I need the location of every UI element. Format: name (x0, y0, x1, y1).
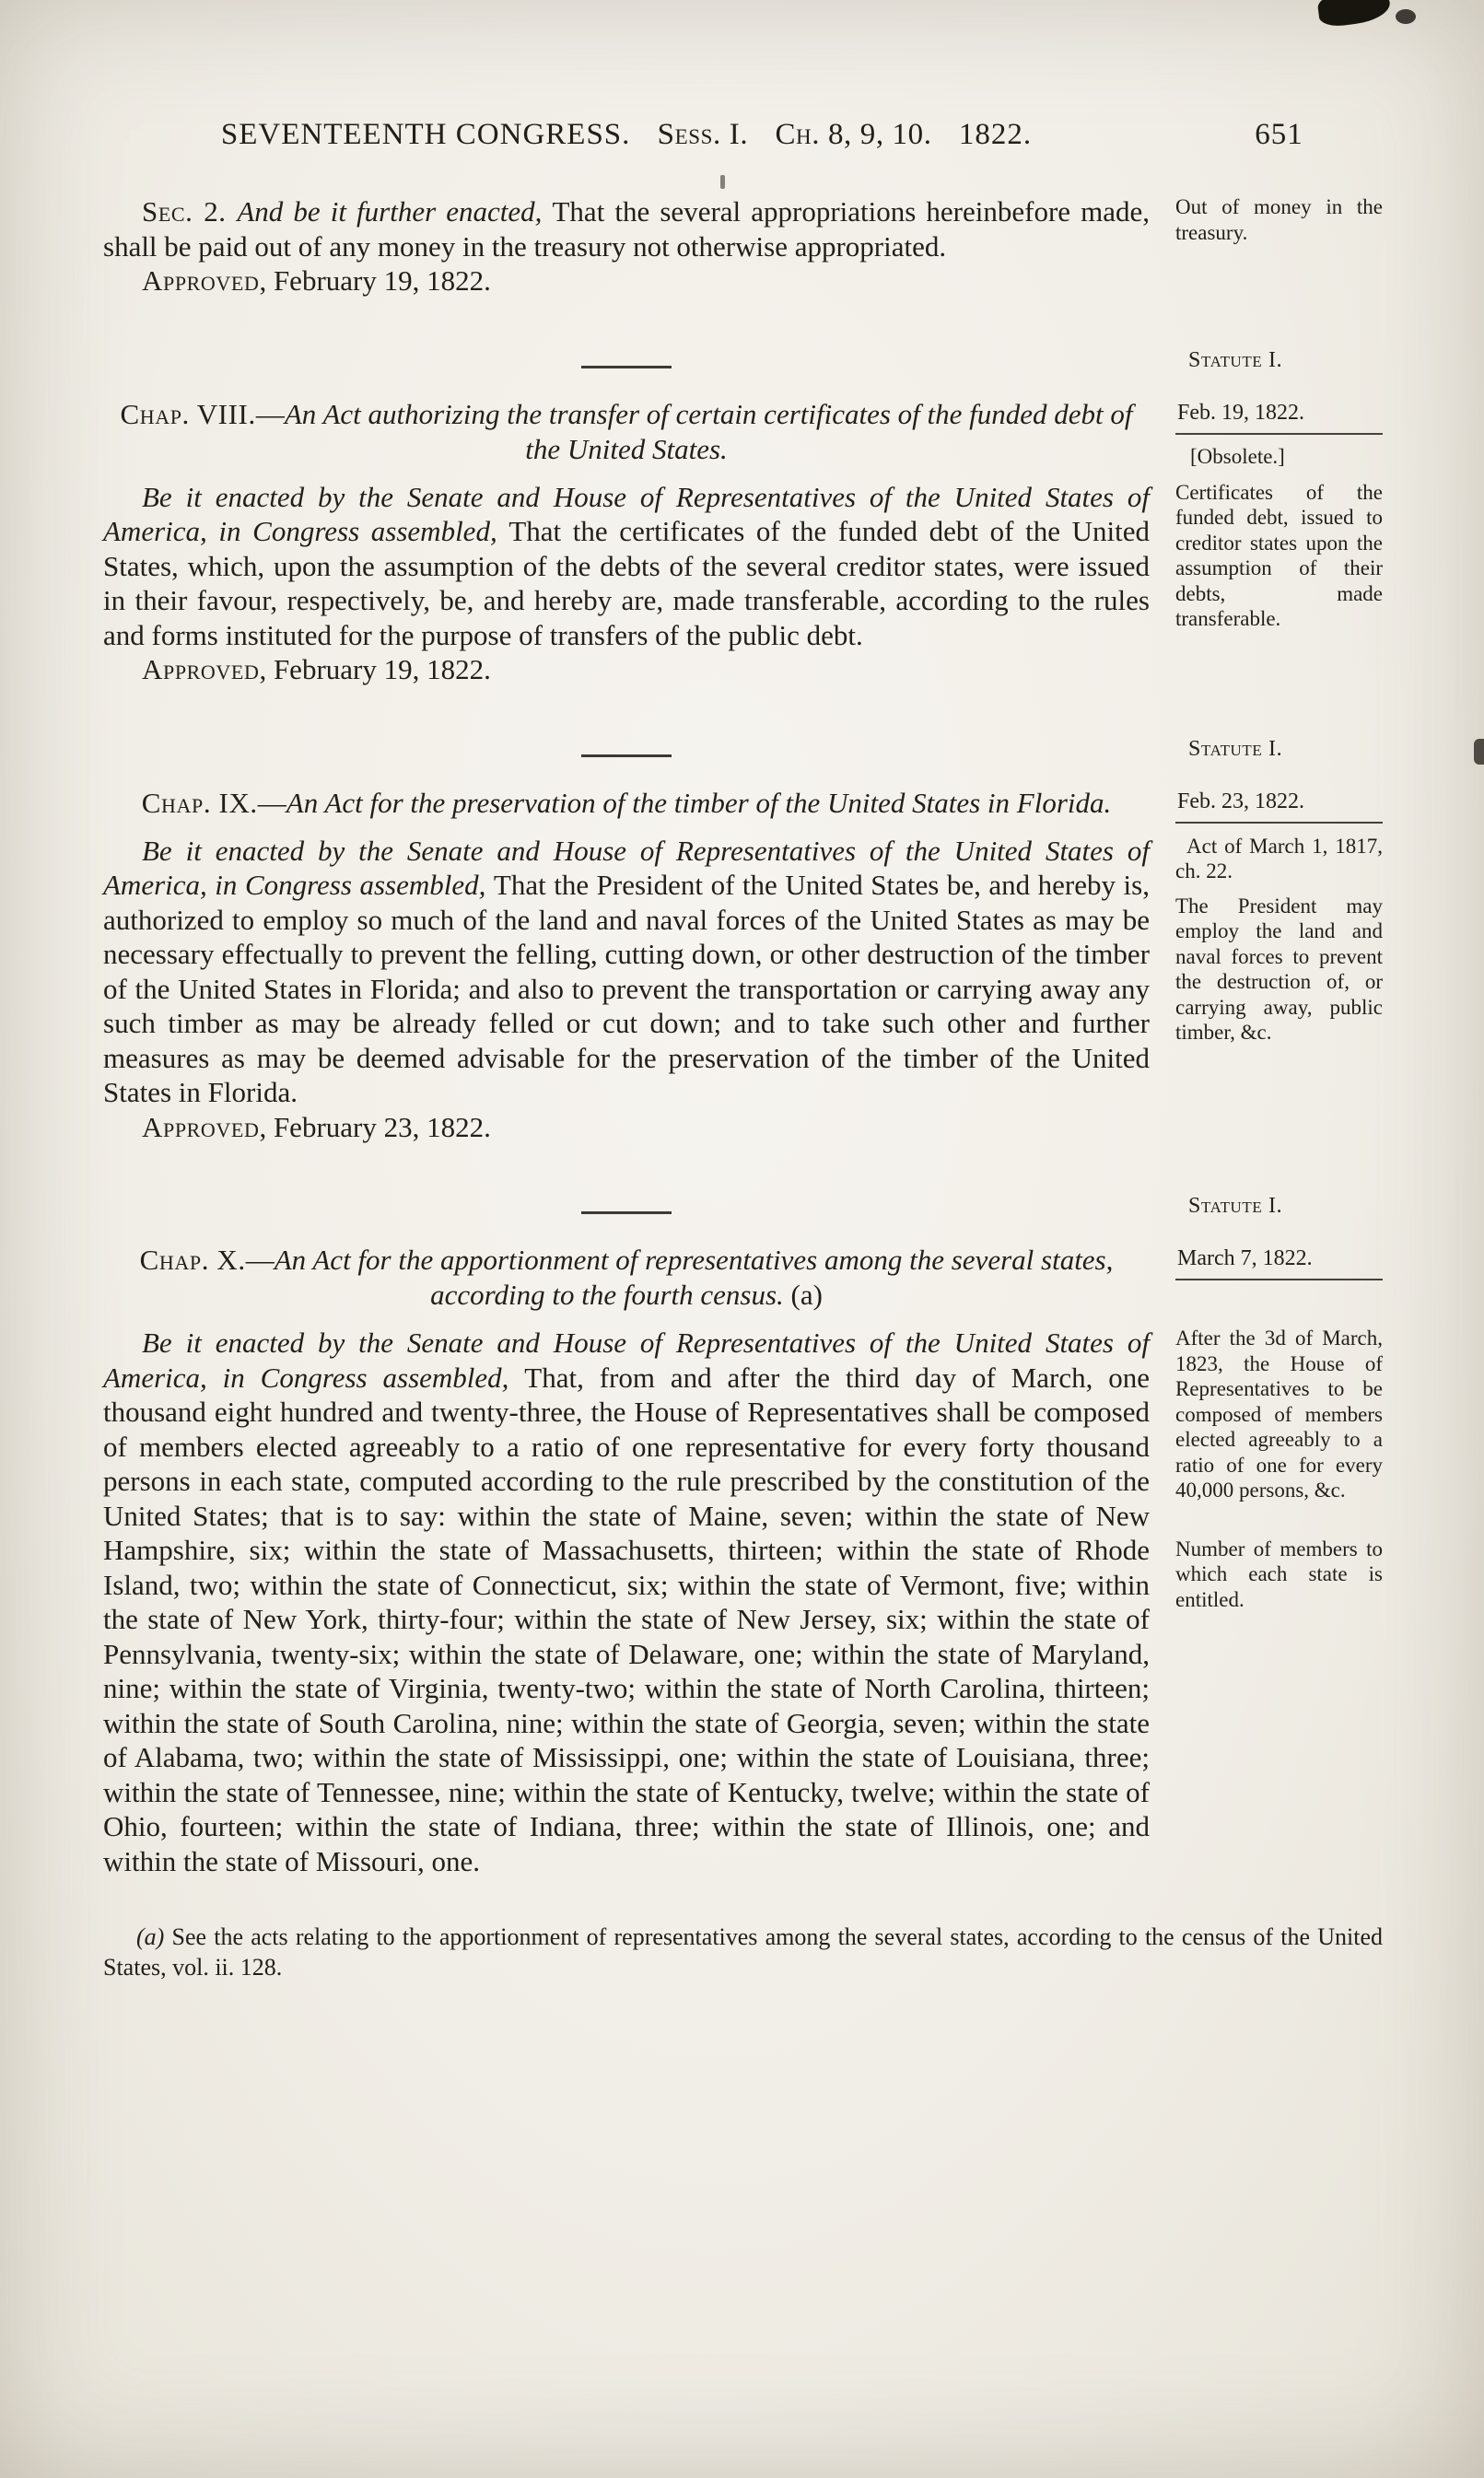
page-number: 651 (1255, 118, 1303, 151)
chap9-heading: Chap. IX.—An Act for the preservation of the timber of the United States in Florida. (141, 786, 1112, 819)
sec2-paragraph: Sec. 2. And be it further enacted, That the several appropriations hereinbefore made, shall be paid out of any money in the treasury not otherwise appropriated. (103, 195, 1150, 263)
chap8-obsolete-note: [Obsolete.] (1190, 444, 1285, 468)
footnote-cell (103, 1923, 1383, 1982)
statute-cell (1150, 1194, 1383, 1219)
footnote-text: (a) See the acts relating to the apportionment of representatives among the several states, according to the census of the United States, vol. ii. 128. (103, 1923, 1383, 1981)
sec2-main (103, 194, 1150, 298)
chap9-paragraph: Be it enacted by the Senate and House of Representatives of the United States of America, in Congress assembled, That the President of the United States be, and hereby is, authorized to employ so much of the land and naval forces of the United States as may be necessary effectually to prevent the felling, cutting down, or other destruction of the timber of the United States in Florida; and also to prevent the transportation or carrying away any such timber as may be already felled or cut down; and to take such other and further measures as may be deemed advisable for the preservation of the timber of the United States in Florida. (103, 834, 1150, 1108)
page-number-cell (1150, 118, 1383, 152)
statute-cell (1150, 348, 1383, 373)
statute-label-chap10: Statute I. (1188, 1194, 1283, 1218)
chap9-heading-row (103, 786, 1383, 834)
chap9-approved-line: Approved, February 23, 1822. (142, 1110, 491, 1143)
chap10-paragraph: Be it enacted by the Senate and House of Representatives of the United States of America, in Congress assembled, That, from and after the third day of March, one thousand eight hundred and twenty-three, the House of Representatives shall be composed of members elected agreeably to a ratio of one representative for every forty thousand persons in each state, computed according to the rule prescribed by the constitution of the United States; that is to say: within the state of Maine, seven; within the state of New Hampshire, six; within the state of Massachusetts, thirteen; within the state of Rhode Island, two; within the state of Connecticut, six; within the state of Vermont, five; within the state of New York, thirty-four; within the state of New Jersey, six; within the state of Pennsylvania, twenty-six; within the state of Delaware, one; within the state of Maryland, nine; within the state of Virginia, twenty-two; within the state of North Carolina, thirteen; within the state of South Carolina, nine; within the state of Georgia, seven; within the state of Alabama, two; within the state of Mississippi, one; within the state of Louisiana, three; within the state of Tennessee, nine; within the state of Kentucky, twelve; within the state of Ohio, fourteen; within the state of Indiana, three; within the state of Illinois, one; and within the state of Missouri, one. (103, 1327, 1150, 1877)
chap10-heading: Chap. X.—An Act for the apportionment of representatives among the several states, according to the fourth census. (a) (139, 1244, 1114, 1311)
divider-cell (103, 742, 1150, 757)
statute-label-chap8: Statute I. (1188, 347, 1283, 372)
margin-note-chap9-act: Act of March 1, 1817, ch. 22. (1175, 834, 1383, 882)
chap10-date: March 7, 1822. (1175, 1246, 1383, 1280)
chap8-paragraph: Be it enacted by the Senate and House of Representatives of the United States of America, in Congress assembled, That the certificates of the funded debt of the United States, which, upon the assumption of the debts of the several creditor states, were issued in their favour, respectively, be, and hereby are, made transferable, according to the rules and forms instituted for the purpose of transfers of the public debt. (103, 480, 1150, 651)
chap10-body (103, 1326, 1150, 1878)
divider-cell (103, 1198, 1150, 1214)
chap8-heading-cell (103, 397, 1150, 480)
chap10-body-row (103, 1326, 1383, 1878)
sec2-margin (1150, 194, 1383, 254)
margin-note-chap10-number: Number of members to which each state is entitled. (1175, 1537, 1383, 1611)
chap10-heading-cell (103, 1243, 1150, 1326)
chap8-approved-line: Approved, February 19, 1822. (142, 653, 491, 685)
chap9-heading-margin (1150, 786, 1383, 833)
running-head (103, 118, 1383, 152)
margin-note-sec2: Out of money in the treasury. (1175, 195, 1383, 244)
chap8-body-row (103, 480, 1383, 687)
margin-note-chap8: Certificates of the funded debt, issued to creditor states upon the assumption of their debts, made transferable. (1175, 480, 1383, 630)
running-head-title (103, 118, 1150, 152)
scan-mark-right-edge (1474, 739, 1484, 765)
section-divider-rule (581, 1211, 672, 1214)
chap10-body-margin (1150, 1326, 1383, 1621)
divider-row-chap8 (103, 348, 1383, 373)
chap9-heading-cell (103, 786, 1150, 834)
statute-cell (1150, 737, 1383, 762)
chap8-heading: Chap. VIII.—An Act authorizing the transfer of certain certificates of the funded debt of the United States. (120, 397, 1133, 465)
header-year: 1822. (958, 118, 1033, 151)
statute-label-chap9: Statute I. (1188, 736, 1283, 761)
footnote-row (103, 1923, 1383, 1982)
ink-blot-dot (1396, 9, 1416, 24)
divider-row-chap9 (103, 737, 1383, 762)
sec2-approved-line: Approved, February 19, 1822. (142, 264, 491, 297)
margin-note-chap9-president: The President may employ the land and naval forces to prevent the destruction of, or carrying away, public timber, &c. (1175, 894, 1383, 1044)
header-chapters: Ch. 8, 9, 10. (775, 118, 932, 151)
header-congress: SEVENTEENTH CONGRESS. (220, 118, 631, 151)
chap8-body-margin (1150, 480, 1383, 641)
divider-row-chap10 (103, 1194, 1383, 1219)
chap8-body (103, 480, 1150, 687)
margin-note-chap10-ratio: After the 3d of March, 1823, the House of Representatives to be composed of members elected agreeably to a ratio of one for every 40,000 persons, &c. (1175, 1327, 1383, 1502)
section-sec2 (103, 194, 1383, 298)
header-session: Sess. I. (657, 118, 749, 151)
section-divider-rule (581, 754, 672, 757)
chap9-body-margin (1150, 834, 1383, 1055)
chap9-body (103, 834, 1150, 1145)
chap8-heading-margin (1150, 397, 1383, 479)
section-divider-rule (581, 366, 672, 368)
divider-cell (103, 353, 1150, 368)
chap9-date: Feb. 23, 1822. (1175, 789, 1383, 824)
chap8-heading-row (103, 397, 1383, 480)
chap10-heading-margin (1150, 1243, 1383, 1290)
chap10-heading-row (103, 1243, 1383, 1326)
print-speck (720, 175, 725, 189)
chap8-date: Feb. 19, 1822. (1175, 401, 1383, 435)
chap9-body-row (103, 834, 1383, 1145)
